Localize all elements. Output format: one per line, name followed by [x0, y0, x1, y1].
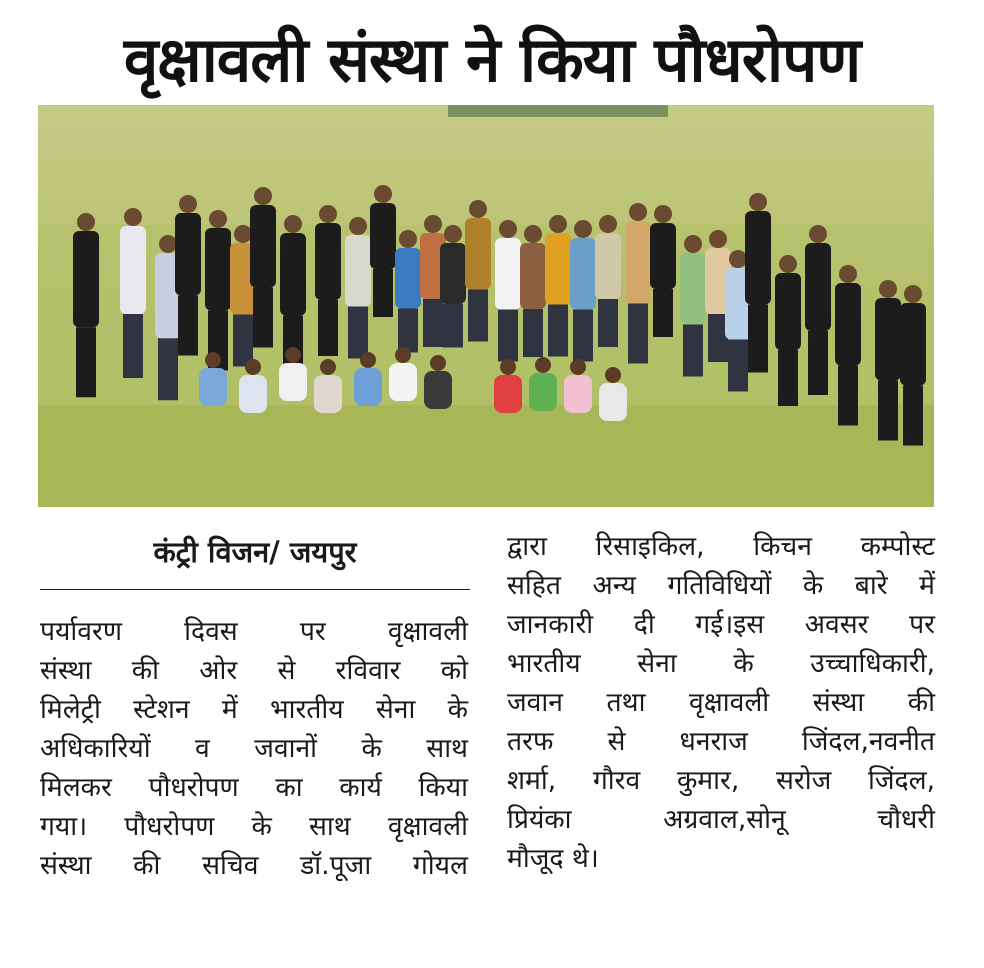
person-figure — [250, 187, 276, 348]
article-line: मिलकर पौधरोपण का कार्य किया — [40, 772, 468, 803]
article-line: गया। पौधरोपण के साथ वृक्षावली — [40, 811, 468, 842]
person-figure — [495, 220, 521, 362]
article-line: द्वारा रिसाइकिल, किचन कम्पोस्ट — [507, 531, 935, 562]
grass-band — [38, 405, 934, 507]
article-line: मिलेट्री स्टेशन में भारतीय सेना के — [40, 694, 468, 725]
group-photo — [38, 105, 934, 507]
person-figure — [370, 185, 396, 317]
byline: कंट्री विजन/ जयपुर — [153, 535, 357, 569]
person-figure — [650, 205, 676, 337]
person-figure — [805, 225, 831, 395]
article-line: मौजूद थे। — [507, 843, 599, 874]
article-line: जानकारी दी गई।इस अवसर पर — [507, 609, 935, 640]
article-line: प्रियंका अग्रवाल,सोनू चौधरी — [507, 804, 935, 835]
article-column-right — [507, 527, 935, 878]
article-line: तरफ से धनराज जिंदल,नवनीत — [507, 726, 935, 757]
person-figure — [120, 208, 146, 378]
person-figure — [570, 220, 596, 362]
person-figure — [465, 200, 491, 342]
headline: वृक्षावली संस्था ने किया पौधरोपण — [123, 23, 861, 96]
article-line: सहित अन्य गतिविधियों के बारे में — [507, 570, 935, 601]
person-figure — [745, 193, 771, 373]
person-figure — [625, 203, 651, 364]
person-figure — [900, 285, 926, 446]
person-figure — [345, 217, 371, 359]
person-figure — [73, 213, 99, 397]
person-figure — [175, 195, 201, 356]
person-figure — [875, 280, 901, 441]
byline-rule — [40, 589, 470, 590]
person-figure — [520, 225, 546, 357]
article-line: संस्था की सचिव डॉ.पूजा गोयल — [40, 850, 468, 881]
person-figure — [835, 265, 861, 426]
article-line: शर्मा, गौरव कुमार, सरोज जिंदल, — [507, 765, 935, 796]
article-line: संस्था की ओर से रविवार को — [40, 655, 468, 686]
person-figure — [205, 210, 231, 371]
person-figure — [545, 215, 571, 357]
person-figure — [595, 215, 621, 347]
article-line: भारतीय सेना के उच्चाधिकारी, — [507, 648, 935, 679]
person-figure — [315, 205, 341, 356]
group-photo-figures — [38, 105, 934, 507]
article-line: जवान तथा वृक्षावली संस्था की — [507, 687, 935, 718]
person-figure — [775, 255, 801, 406]
person-figure — [680, 235, 706, 377]
article-line: अधिकारियों व जवानों के साथ — [40, 733, 468, 764]
article-column-left — [40, 612, 468, 885]
article-line: पर्यावरण दिवस पर वृक्षावली — [40, 616, 468, 647]
